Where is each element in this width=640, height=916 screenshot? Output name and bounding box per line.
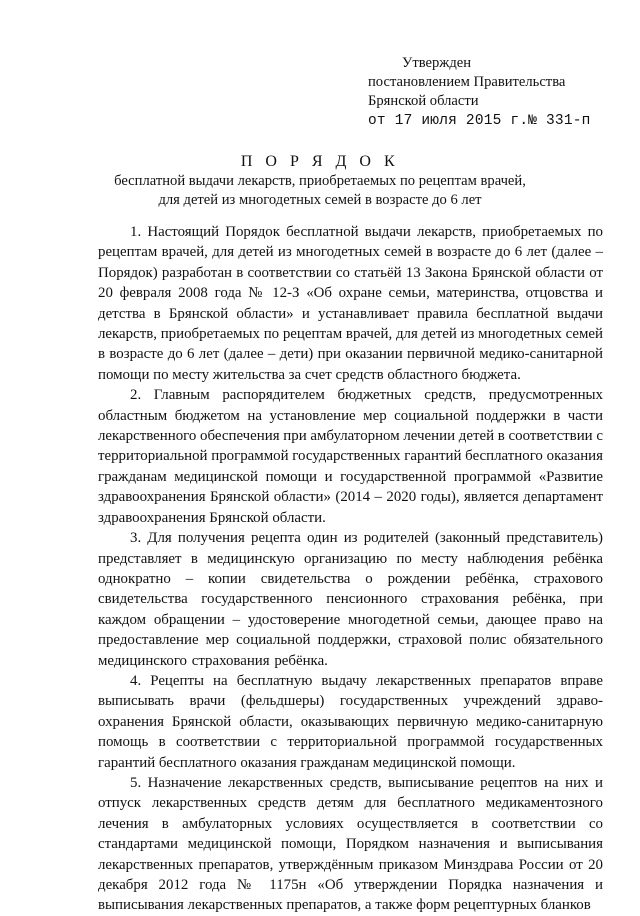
document-body (98, 222, 603, 916)
approval-label: Утвержден (402, 55, 472, 71)
subtitle-line-2: для детей из многодетных семей в возрасте до 6 лет (158, 192, 482, 208)
paragraph-5: 5. Назначение лекарственных средств, выписывание рецептов на них и отпуск лекарственных средств детям для бесплатного медикаментозного лечения в амбулаторных условиях осуществляется в соответствии со стандартами медицинской помощи, Порядком назначения и выписывания лекарственных препаратов, утверждённым приказом Минздрава России от 20 декабря 2012 года № 1175н «Об утверждении Порядка назначения и выписывания лекарственных препаратов, а также форм рецептурных бланков (98, 774, 603, 914)
document-subtitle (0, 172, 640, 210)
paragraph-3: 3. Для получения рецепта один из родителей (законный представитель) представляет в медицинскую организацию по месту наблюдения ребёнка однократно – копии свидетельства о рождении ребёнка, страхового свидетельства государственного пенсионного страхования ребёнка, при каждом обращении – удостоверение многодетной семьи, дающее право на предоставление мер социальной поддержки, страховой полис обязательного медицинского страхования ребёнка. (98, 530, 603, 669)
approval-region: Брянской области (368, 93, 479, 109)
approval-decree: постановлением Правительства (368, 74, 566, 90)
approval-date-number: от 17 июля 2015 г.№ 331-п (368, 113, 591, 129)
subtitle-line-1: бесплатной выдачи лекарств, приобретаемых по рецептам врачей, (114, 173, 526, 189)
approval-block (368, 54, 591, 131)
document-title: П О Р Я Д О К (240, 153, 400, 170)
paragraph-1: 1. Настоящий Порядок бесплатной выдачи лекарств, приобретаемых по рецептам врачей, для детей из многодетных семей в возрасте до 6 лет (далее – Порядок) разработан в соответствии со статьёй 13 Закона Брянской области от 20 февраля 2008 года № 12-З «Об охране семьи, материнства, отцовства и детства в Брянской области» и устанавливает правила бесплатной выдачи лекарств, приобретаемых по рецептам врачей, для детей из многодетных семей в возрасте до 6 лет (далее – дети) при оказании первичной медико-санитарной помощи по месту жительства за счет средств областного бюджета. (98, 224, 603, 383)
paragraph-2: 2. Главным распорядителем бюджетных средств, предусмотренных областным бюджетом на установление мер социальной поддержки в части лекарственного обеспечения при амбулаторном лечении детей в соответствии с территориальной программой государственных гарантий бесплатного оказания гражданам медицинской помощи и государственной программой «Развитие здравоохранения Брянской области» (2014 – 2020 годы), является департамент здравоохранения Брянской области. (98, 387, 603, 526)
paragraph-4: 4. Рецепты на бесплатную выдачу лекарственных препаратов вправе выписывать врачи (фельдшеры) государственных учреждений здравоохранения Брянской области, оказывающих первичную медико-санитарную помощь в соответствии с территориальной программой государственных гарантий бесплатного оказания гражданам медицинской помощи. (98, 672, 603, 771)
